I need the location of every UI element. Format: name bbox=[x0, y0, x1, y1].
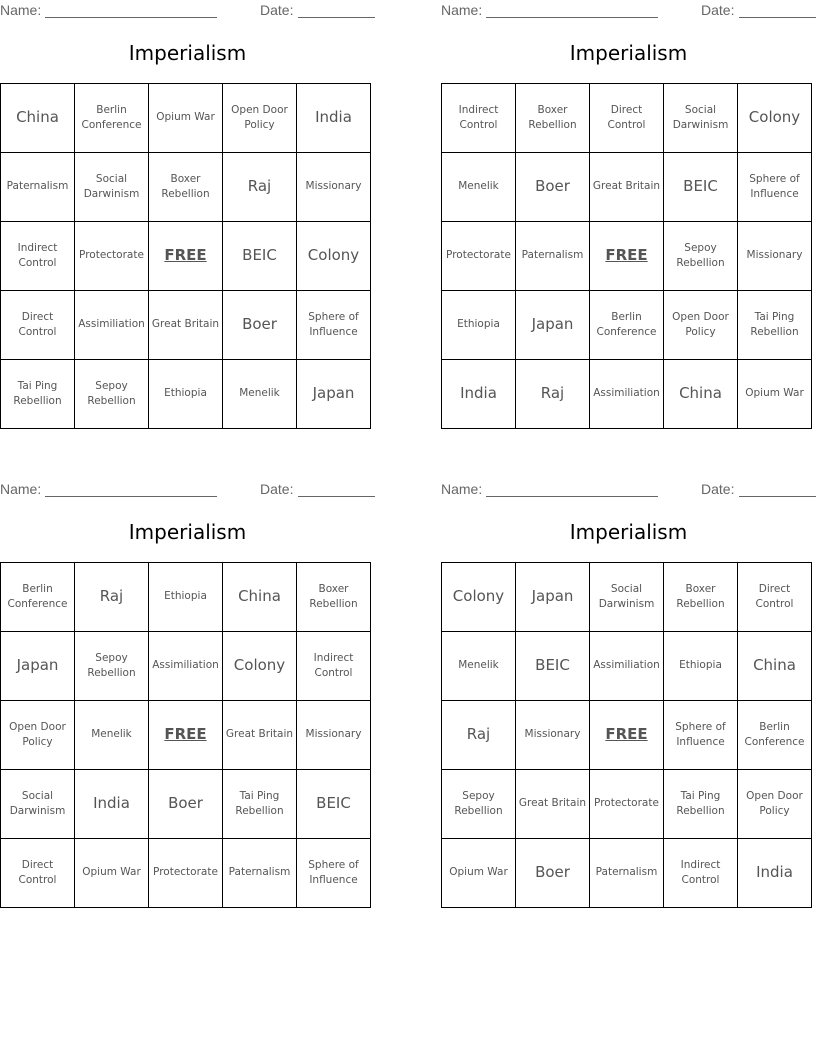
grid-row bbox=[442, 222, 812, 291]
name-label: Name: bbox=[441, 2, 483, 18]
bingo-cell[interactable]: Berlin Conference bbox=[1, 563, 75, 632]
grid-row bbox=[1, 291, 371, 360]
bingo-cell[interactable]: Japan bbox=[1, 632, 75, 701]
bingo-cell[interactable]: Tai Ping Rebellion bbox=[664, 770, 738, 839]
name-field-line[interactable] bbox=[45, 17, 217, 18]
name-field-line[interactable] bbox=[486, 496, 658, 497]
bingo-cell[interactable]: BEIC bbox=[297, 770, 371, 839]
date-label: Date: bbox=[260, 2, 294, 18]
bingo-cell[interactable]: Japan bbox=[516, 563, 590, 632]
bingo-cell[interactable]: Protectorate bbox=[149, 839, 223, 908]
bingo-cell[interactable]: China bbox=[1, 84, 75, 153]
grid-row bbox=[442, 770, 812, 839]
bingo-cell[interactable]: Great Britain bbox=[149, 291, 223, 360]
bingo-cell[interactable]: Opium War bbox=[75, 839, 149, 908]
bingo-cell[interactable]: Sepoy Rebellion bbox=[442, 770, 516, 839]
bingo-cell[interactable]: Tai Ping Rebellion bbox=[1, 360, 75, 429]
bingo-cell[interactable]: Sphere of Influence bbox=[664, 701, 738, 770]
bingo-cell[interactable]: Indirect Control bbox=[664, 839, 738, 908]
bingo-cell[interactable]: Berlin Conference bbox=[75, 84, 149, 153]
bingo-cell[interactable]: Protectorate bbox=[75, 222, 149, 291]
bingo-cell[interactable]: India bbox=[442, 360, 516, 429]
grid-row bbox=[1, 222, 371, 291]
bingo-cell[interactable]: Paternalism bbox=[223, 839, 297, 908]
bingo-cell[interactable]: Colony bbox=[297, 222, 371, 291]
bingo-cell[interactable]: Boxer Rebellion bbox=[149, 153, 223, 222]
bingo-cell[interactable]: Opium War bbox=[442, 839, 516, 908]
bingo-cell[interactable]: BEIC bbox=[516, 632, 590, 701]
bingo-cell[interactable]: Sphere of Influence bbox=[297, 291, 371, 360]
card-title: Imperialism bbox=[128, 41, 247, 65]
bingo-cell[interactable]: Social Darwinism bbox=[664, 84, 738, 153]
grid-row bbox=[1, 701, 371, 770]
bingo-cell[interactable]: Raj bbox=[516, 360, 590, 429]
bingo-cell[interactable]: Social Darwinism bbox=[75, 153, 149, 222]
grid-row bbox=[1, 839, 371, 908]
bingo-cell[interactable]: Ethiopia bbox=[149, 360, 223, 429]
grid-row bbox=[1, 563, 371, 632]
bingo-cell[interactable]: Menelik bbox=[223, 360, 297, 429]
bingo-grid bbox=[441, 83, 812, 429]
date-field-line[interactable] bbox=[298, 496, 375, 497]
grid-row bbox=[442, 701, 812, 770]
bingo-cell[interactable]: Ethiopia bbox=[442, 291, 516, 360]
grid-row bbox=[1, 84, 371, 153]
bingo-cell[interactable]: Indirect Control bbox=[442, 84, 516, 153]
grid-row bbox=[1, 632, 371, 701]
card-title: Imperialism bbox=[569, 41, 688, 65]
card-title: Imperialism bbox=[569, 520, 688, 544]
bingo-cell[interactable]: Colony bbox=[442, 563, 516, 632]
date-field-line[interactable] bbox=[739, 496, 816, 497]
bingo-cell[interactable]: Protectorate bbox=[442, 222, 516, 291]
bingo-cell[interactable]: Missionary bbox=[297, 701, 371, 770]
bingo-cell[interactable]: Japan bbox=[297, 360, 371, 429]
bingo-cell[interactable]: Sphere of Influence bbox=[738, 153, 812, 222]
header-fields bbox=[441, 2, 816, 22]
bingo-cell[interactable]: Direct Control bbox=[738, 563, 812, 632]
grid-row bbox=[442, 563, 812, 632]
bingo-cell[interactable]: Direct Control bbox=[1, 291, 75, 360]
bingo-grid bbox=[441, 562, 812, 908]
card-title: Imperialism bbox=[128, 520, 247, 544]
bingo-cell[interactable]: Great Britain bbox=[590, 153, 664, 222]
bingo-cell[interactable]: Indirect Control bbox=[1, 222, 75, 291]
bingo-cell[interactable]: Sepoy Rebellion bbox=[75, 632, 149, 701]
bingo-cell[interactable]: Paternalism bbox=[1, 153, 75, 222]
free-space-cell[interactable]: FREE bbox=[149, 701, 223, 770]
grid-row bbox=[442, 153, 812, 222]
grid-row bbox=[1, 153, 371, 222]
bingo-cell[interactable]: Open Door Policy bbox=[1, 701, 75, 770]
bingo-cell[interactable]: Sepoy Rebellion bbox=[75, 360, 149, 429]
bingo-cell[interactable]: Sepoy Rebellion bbox=[664, 222, 738, 291]
bingo-cell[interactable]: Japan bbox=[516, 291, 590, 360]
header-fields bbox=[0, 481, 375, 501]
free-space-cell[interactable]: FREE bbox=[149, 222, 223, 291]
bingo-cell[interactable]: Missionary bbox=[516, 701, 590, 770]
bingo-cell[interactable]: Open Door Policy bbox=[223, 84, 297, 153]
bingo-cell[interactable]: Tai Ping Rebellion bbox=[223, 770, 297, 839]
header-fields bbox=[441, 481, 816, 501]
bingo-cell[interactable]: Menelik bbox=[442, 153, 516, 222]
date-label: Date: bbox=[260, 481, 294, 497]
bingo-cell[interactable]: Opium War bbox=[738, 360, 812, 429]
bingo-cell[interactable]: China bbox=[223, 563, 297, 632]
bingo-cell[interactable]: Protectorate bbox=[590, 770, 664, 839]
bingo-cell[interactable]: Paternalism bbox=[516, 222, 590, 291]
grid-row bbox=[1, 360, 371, 429]
bingo-cell[interactable]: Opium War bbox=[149, 84, 223, 153]
bingo-cell[interactable]: Indirect Control bbox=[297, 632, 371, 701]
bingo-cell[interactable]: Missionary bbox=[297, 153, 371, 222]
date-label: Date: bbox=[701, 481, 735, 497]
bingo-cell[interactable]: Boxer Rebellion bbox=[516, 84, 590, 153]
grid-row bbox=[1, 770, 371, 839]
bingo-card-3 bbox=[0, 479, 375, 919]
bingo-cell[interactable]: Sphere of Influence bbox=[297, 839, 371, 908]
bingo-cell[interactable]: China bbox=[664, 360, 738, 429]
grid-row bbox=[442, 360, 812, 429]
bingo-cell[interactable]: China bbox=[738, 632, 812, 701]
bingo-cell[interactable]: Boer bbox=[516, 153, 590, 222]
free-space-cell[interactable]: FREE bbox=[590, 701, 664, 770]
free-space-cell[interactable]: FREE bbox=[590, 222, 664, 291]
bingo-cell[interactable]: Raj bbox=[75, 563, 149, 632]
bingo-grid bbox=[0, 562, 371, 908]
name-label: Name: bbox=[0, 481, 42, 497]
bingo-cell[interactable]: Boer bbox=[149, 770, 223, 839]
bingo-cell[interactable]: Boer bbox=[516, 839, 590, 908]
bingo-cell[interactable]: Raj bbox=[442, 701, 516, 770]
bingo-card-2 bbox=[441, 0, 816, 440]
bingo-cell[interactable]: Raj bbox=[223, 153, 297, 222]
date-field-line[interactable] bbox=[298, 17, 375, 18]
name-label: Name: bbox=[0, 2, 42, 18]
bingo-cell[interactable]: India bbox=[297, 84, 371, 153]
bingo-cell[interactable]: Open Door Policy bbox=[738, 770, 812, 839]
bingo-cell[interactable]: Social Darwinism bbox=[590, 563, 664, 632]
bingo-cell[interactable]: Assimiliation bbox=[75, 291, 149, 360]
bingo-cell[interactable]: Colony bbox=[223, 632, 297, 701]
bingo-cell[interactable]: Berlin Conference bbox=[738, 701, 812, 770]
bingo-cell[interactable]: India bbox=[738, 839, 812, 908]
bingo-cell[interactable]: Tai Ping Rebellion bbox=[738, 291, 812, 360]
bingo-cell[interactable]: Social Darwinism bbox=[1, 770, 75, 839]
bingo-cell[interactable]: Menelik bbox=[75, 701, 149, 770]
bingo-grid bbox=[0, 83, 371, 429]
bingo-cell[interactable]: Missionary bbox=[738, 222, 812, 291]
bingo-cell[interactable]: Open Door Policy bbox=[664, 291, 738, 360]
bingo-cell[interactable]: Great Britain bbox=[516, 770, 590, 839]
bingo-cell[interactable]: Assimiliation bbox=[590, 632, 664, 701]
name-field-line[interactable] bbox=[486, 17, 658, 18]
bingo-cell[interactable]: Menelik bbox=[442, 632, 516, 701]
bingo-cell[interactable]: Boer bbox=[223, 291, 297, 360]
bingo-cell[interactable]: Great Britain bbox=[223, 701, 297, 770]
bingo-cell[interactable]: Boxer Rebellion bbox=[297, 563, 371, 632]
bingo-cell[interactable]: BEIC bbox=[664, 153, 738, 222]
bingo-cell[interactable]: Ethiopia bbox=[149, 563, 223, 632]
bingo-cell[interactable]: Colony bbox=[738, 84, 812, 153]
bingo-cell[interactable]: Direct Control bbox=[590, 84, 664, 153]
name-label: Name: bbox=[441, 481, 483, 497]
bingo-cell[interactable]: Ethiopia bbox=[664, 632, 738, 701]
bingo-cell[interactable]: Direct Control bbox=[1, 839, 75, 908]
bingo-card-1 bbox=[0, 0, 375, 440]
grid-row bbox=[442, 839, 812, 908]
name-field-line[interactable] bbox=[45, 496, 217, 497]
bingo-card-4 bbox=[441, 479, 816, 919]
bingo-cell[interactable]: Boxer Rebellion bbox=[664, 563, 738, 632]
grid-row bbox=[442, 291, 812, 360]
header-fields bbox=[0, 2, 375, 22]
bingo-cell[interactable]: Assimiliation bbox=[590, 360, 664, 429]
bingo-cell[interactable]: Paternalism bbox=[590, 839, 664, 908]
bingo-cell[interactable]: India bbox=[75, 770, 149, 839]
date-field-line[interactable] bbox=[739, 17, 816, 18]
grid-row bbox=[442, 632, 812, 701]
bingo-cell[interactable]: Assimiliation bbox=[149, 632, 223, 701]
bingo-cell[interactable]: Berlin Conference bbox=[590, 291, 664, 360]
date-label: Date: bbox=[701, 2, 735, 18]
bingo-cell[interactable]: BEIC bbox=[223, 222, 297, 291]
grid-row bbox=[442, 84, 812, 153]
